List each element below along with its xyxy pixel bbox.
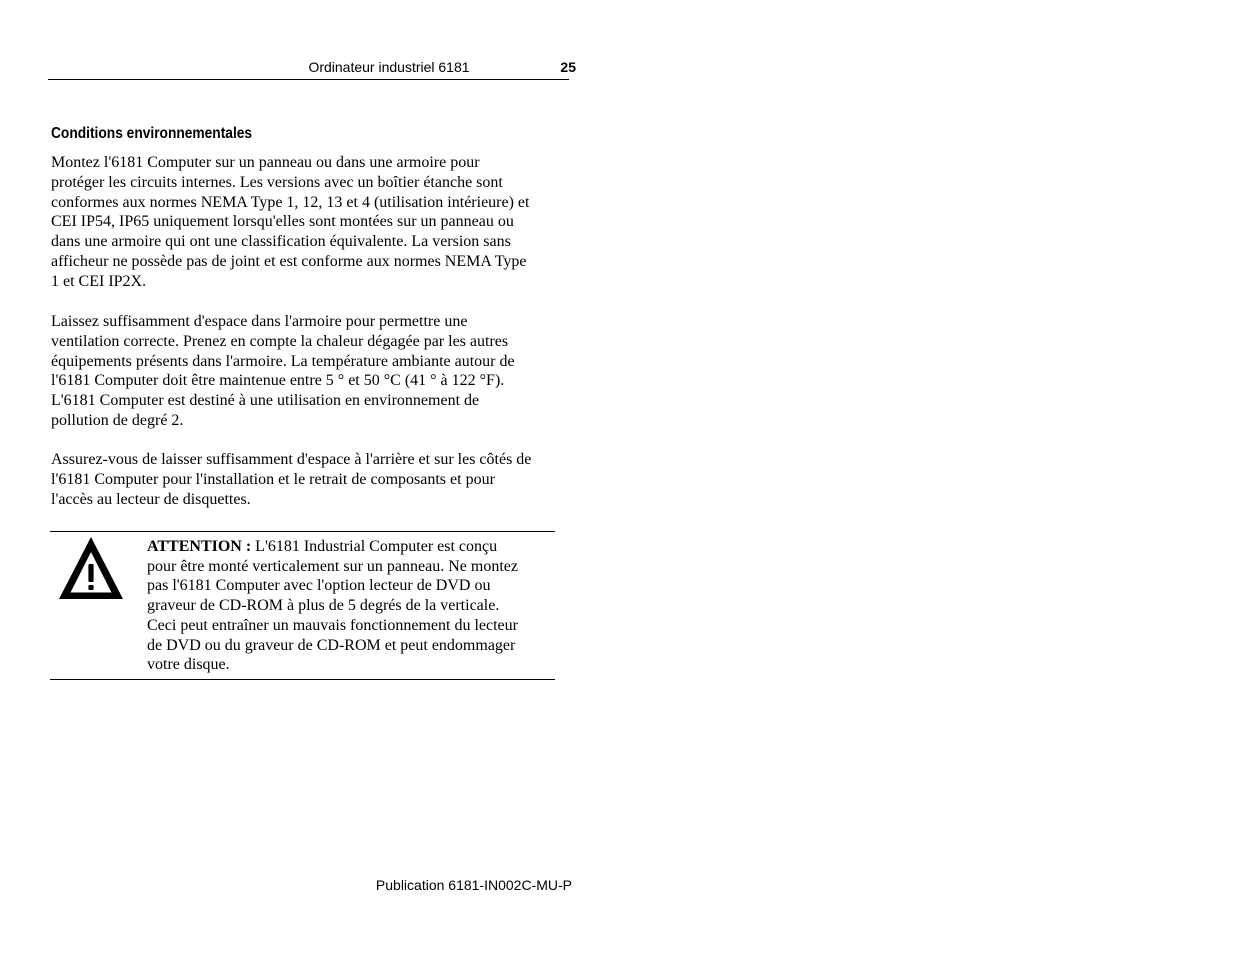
paragraph-clearance: [51, 450, 591, 509]
text-line: votre disque.: [147, 656, 230, 674]
section-heading: Conditions environnementales: [51, 125, 253, 142]
paragraph-mounting: [51, 153, 591, 291]
text-line: ventilation correcte. Prenez en compte la chaleur dégagée par les autres: [51, 332, 509, 350]
warning-triangle-icon: [57, 535, 125, 601]
attention-bottom-rule: [50, 679, 555, 680]
attention-first-line: [147, 537, 557, 557]
text-line: 1 et CEI IP2X.: [51, 272, 147, 290]
attention-first-line-text: L'6181 Industrial Computer est conçu: [251, 538, 498, 555]
text-line: Montez l'6181 Computer sur un panneau ou dans une armoire pour: [51, 154, 480, 171]
attention-label: ATTENTION :: [147, 538, 252, 555]
text-line: pollution de degré 2.: [51, 411, 184, 429]
text-line: protéger les circuits internes. Les versions avec un boîtier étanche sont: [51, 173, 503, 191]
text-line: l'accès au lecteur de disquettes.: [51, 490, 251, 508]
text-line: afficheur ne possède pas de joint et est conforme aux normes NEMA Type: [51, 252, 527, 270]
running-header-title: Ordinateur industriel 6181: [308, 59, 470, 75]
text-line: CEI IP54, IP65 uniquement lorsqu'elles sont montées sur un panneau ou: [51, 213, 514, 231]
page-number: 25: [560, 59, 576, 75]
text-line: Assurez-vous de laisser suffisamment d'espace à l'arrière et sur les côtés de: [51, 451, 532, 468]
text-line: de DVD ou du graveur de CD-ROM et peut endommager: [147, 636, 516, 654]
text-line: L'6181 Computer est destiné à une utilisation en environnement de: [51, 392, 480, 409]
text-line: Ceci peut entraîner un mauvais fonctionnement du lecteur: [147, 616, 518, 634]
text-line: pour être monté verticalement sur un panneau. Ne montez: [147, 557, 518, 575]
paragraph-ventilation: [51, 312, 591, 431]
text-line: Laissez suffisamment d'espace dans l'armoire pour permettre une: [51, 313, 468, 330]
header-divider: [48, 79, 569, 80]
text-line: l'6181 Computer doit être maintenue entre 5 ° et 50 °C (41 ° à 122 °F).: [51, 372, 505, 390]
text-line: dans une armoire qui ont une classification équivalente. La version sans: [51, 233, 511, 250]
publication-number: Publication 6181-IN002C-MU-P: [375, 877, 572, 893]
attention-top-rule: [50, 531, 555, 532]
text-line: équipements présents dans l'armoire. La température ambiante autour de: [51, 352, 515, 370]
attention-text: [147, 537, 557, 675]
text-line: pas l'6181 Computer avec l'option lecteur de DVD ou: [147, 577, 491, 595]
text-line: l'6181 Computer pour l'installation et le retrait de composants et pour: [51, 470, 495, 488]
text-line: graveur de CD-ROM à plus de 5 degrés de la verticale.: [147, 597, 500, 615]
text-line: conformes aux normes NEMA Type 1, 12, 13 et 4 (utilisation intérieure) et: [51, 193, 530, 211]
